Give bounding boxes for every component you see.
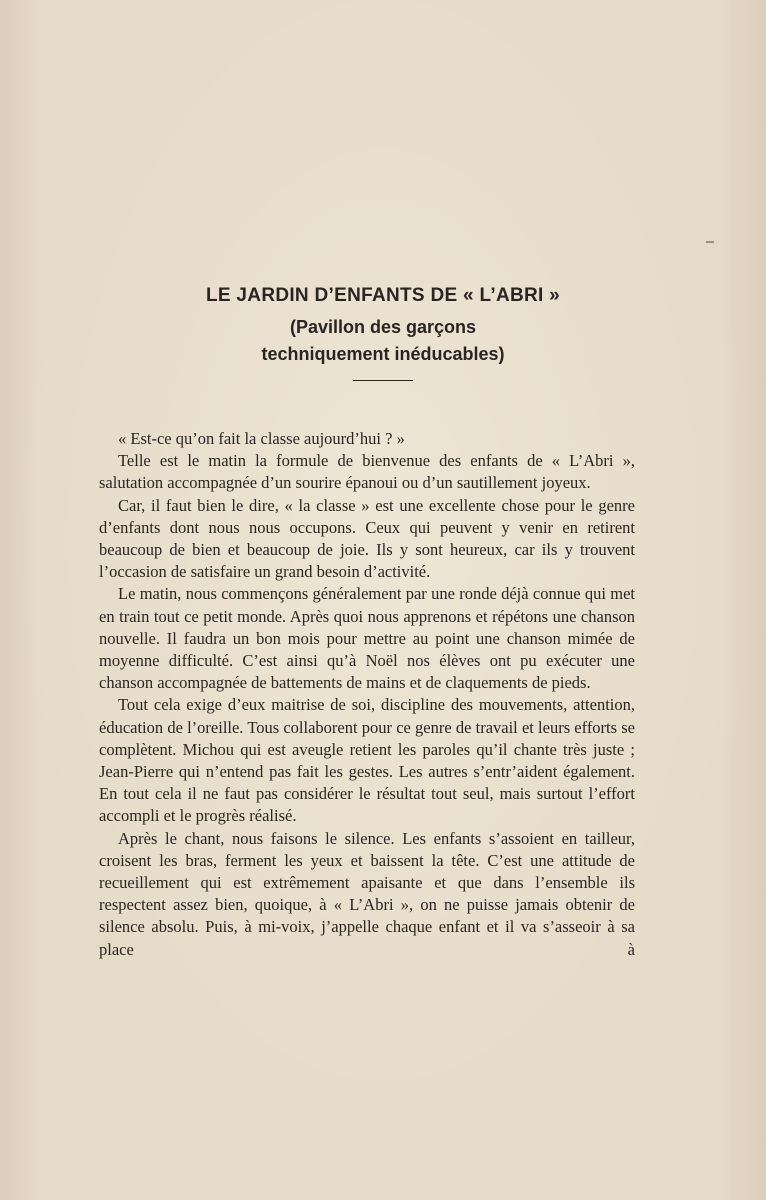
- article-subtitle-line-1: (Pavillon des garçons: [289, 317, 477, 337]
- paragraph-2: Telle est le matin la formule de bienvenue des enfants de « L’Abri », salutation accompagnée d’un sourire épanoui ou d’un sautillement joyeux.: [99, 451, 635, 493]
- paragraph-1: « Est-ce qu’on fait la classe aujourd’hui ? »: [118, 429, 405, 448]
- margin-mark: [706, 241, 714, 243]
- paragraph-5: Tout cela exige d’eux maitrise de soi, discipline des mouvements, attention, éducation de l’oreille. Tous collaborent pour ce genre de travail et leurs efforts se complètent. Michou qui est aveugle retient les paroles qu’il chante très juste ; Jean-Pierre qui n’entend pas fait les gestes. Les autres s’entr’aident également. En tout cela il ne faut pas considérer le résultat tout seul, mais surtout l’effort accompli et le progrès réalisé.: [99, 695, 635, 826]
- paragraph-6: Après le chant, nous faisons le silence. Les enfants s’assoient en tailleur, croisent les bras, ferment les yeux et baissent la tête. C’est une attitude de recueillement qui est extrêmement apaisante et que dans l’ensemble ils respectent assez bien, quoique, à « L’Abri », on ne puisse jamais obtenir de silence absolu. Puis, à mi-voix, j’appelle chaque enfant et il va s’asseoir à sa place à: [99, 828, 635, 959]
- article-subtitle-line-2: techniquement inéducables): [261, 344, 505, 364]
- title-divider: [353, 380, 413, 381]
- article-title: LE JARDIN D’ENFANTS DE « L’ABRI »: [205, 285, 561, 306]
- paragraph-4: Le matin, nous commençons généralement par une ronde déjà connue qui met en train tout ce petit monde. Après quoi nous apprenons et répétons une chanson nouvelle. Il faudra un bon mois pour mettre au point une chanson mimée de moyenne difficulté. C’est ainsi qu’à Noël nos élèves ont pu exécuter une chanson accompagnée de battements de mains et de claquements de pieds.: [99, 584, 635, 693]
- article-header: [0, 282, 766, 381]
- article-body: [99, 428, 635, 961]
- paragraph-3: Car, il faut bien le dire, « la classe » est une excellente chose pour le genre d’enfants dont nous nous occupons. Ceux qui peuvent y venir en retirent beaucoup de bien et beaucoup de joie. Ils y sont heureux, car ils y trouvent l’occasion de satisfaire un grand besoin d’activité.: [99, 495, 635, 582]
